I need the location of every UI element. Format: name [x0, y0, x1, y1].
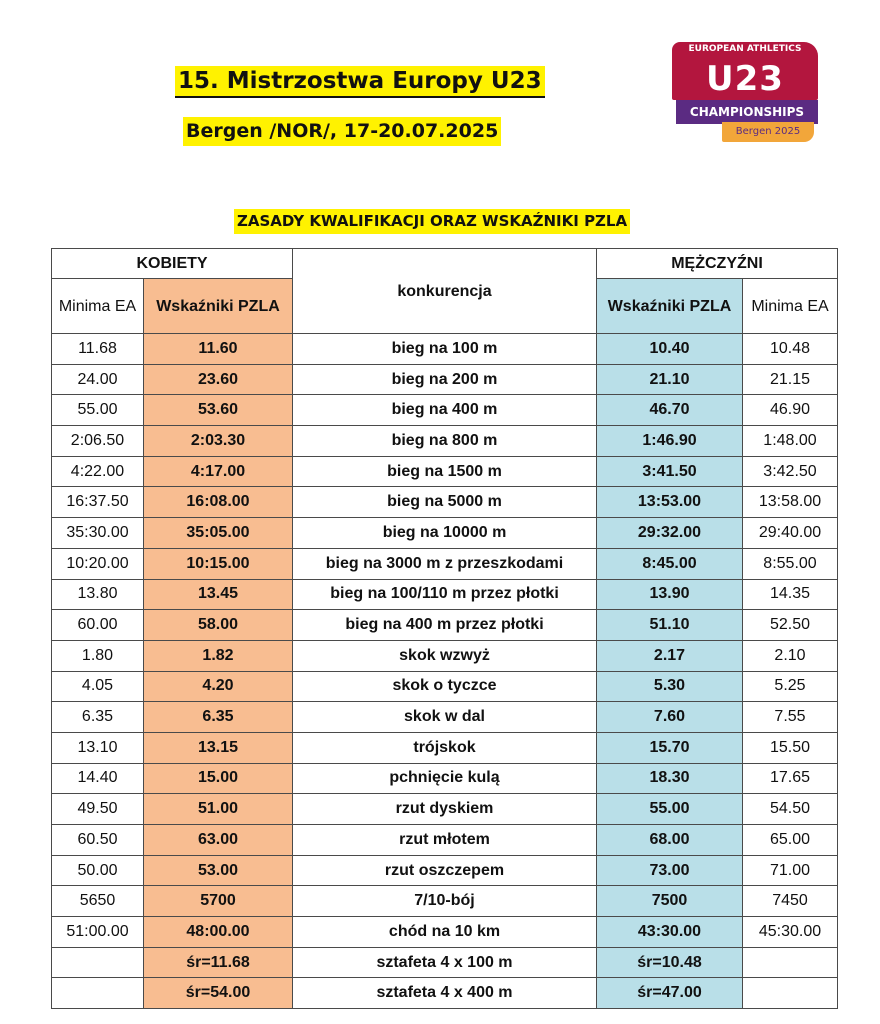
- men-minima-ea-cell: 15.50: [743, 732, 838, 763]
- men-pzla-cell: śr=10.48: [597, 947, 743, 978]
- women-pzla-cell: 4:17.00: [144, 456, 293, 487]
- table-row: [52, 825, 838, 856]
- men-minima-ea-cell: 21.15: [743, 364, 838, 395]
- women-pzla-cell: 2:03.30: [144, 426, 293, 457]
- women-minima-ea-cell: 13.10: [52, 732, 144, 763]
- men-minima-ea-cell: [743, 947, 838, 978]
- event-location-dates: Bergen /NOR/, 17-20.07.2025: [183, 117, 501, 146]
- women-pzla-cell: 1.82: [144, 640, 293, 671]
- event-name-cell: bieg na 400 m przez płotki: [293, 610, 597, 641]
- men-pzla-cell: 3:41.50: [597, 456, 743, 487]
- men-minima-ea-cell: 45:30.00: [743, 917, 838, 948]
- men-minima-ea-cell: 14.35: [743, 579, 838, 610]
- table-row: [52, 487, 838, 518]
- men-pzla-cell: 10.40: [597, 334, 743, 365]
- men-pzla-cell: 18.30: [597, 763, 743, 794]
- women-pzla-cell: 13.15: [144, 732, 293, 763]
- men-pzla-cell: 21.10: [597, 364, 743, 395]
- event-name-cell: chód na 10 km: [293, 917, 597, 948]
- event-name-cell: skok w dal: [293, 702, 597, 733]
- women-minima-ea-cell: 51:00.00: [52, 917, 144, 948]
- men-minima-ea-cell: 54.50: [743, 794, 838, 825]
- men-minima-ea-cell: 7450: [743, 886, 838, 917]
- women-minima-ea-cell: 6.35: [52, 702, 144, 733]
- women-minima-ea-cell: [52, 947, 144, 978]
- women-minima-ea-cell: 14.40: [52, 763, 144, 794]
- men-minima-ea-cell: 65.00: [743, 825, 838, 856]
- women-minima-ea-cell: 16:37.50: [52, 487, 144, 518]
- men-pzla-cell: 7500: [597, 886, 743, 917]
- men-minima-ea-cell: 1:48.00: [743, 426, 838, 457]
- women-pzla-cell: 48:00.00: [144, 917, 293, 948]
- men-pzla-header: Wskaźniki PZLA: [597, 279, 743, 334]
- women-pzla-header: Wskaźniki PZLA: [144, 279, 293, 334]
- women-minima-ea-cell: 24.00: [52, 364, 144, 395]
- table-row: [52, 456, 838, 487]
- women-pzla-cell: śr=11.68: [144, 947, 293, 978]
- men-pzla-cell: 15.70: [597, 732, 743, 763]
- men-minima-ea-cell: 2.10: [743, 640, 838, 671]
- men-minima-header: Minima EA: [743, 279, 838, 334]
- table-row: [52, 671, 838, 702]
- event-name-cell: sztafeta 4 x 100 m: [293, 947, 597, 978]
- event-name-cell: pchnięcie kulą: [293, 763, 597, 794]
- event-name-cell: sztafeta 4 x 400 m: [293, 978, 597, 1009]
- table-row: [52, 395, 838, 426]
- women-pzla-cell: 35:05.00: [144, 518, 293, 549]
- women-minima-ea-cell: 4:22.00: [52, 456, 144, 487]
- event-name-cell: bieg na 5000 m: [293, 487, 597, 518]
- women-pzla-cell: 51.00: [144, 794, 293, 825]
- table-row: [52, 640, 838, 671]
- event-name-cell: rzut oszczepem: [293, 855, 597, 886]
- women-pzla-cell: 10:15.00: [144, 548, 293, 579]
- event-name-cell: rzut dyskiem: [293, 794, 597, 825]
- women-pzla-cell: 53.60: [144, 395, 293, 426]
- event-column-header: konkurencja: [293, 249, 597, 334]
- event-name-cell: bieg na 100 m: [293, 334, 597, 365]
- event-name-cell: trójskok: [293, 732, 597, 763]
- women-minima-ea-cell: 11.68: [52, 334, 144, 365]
- event-name-cell: bieg na 1500 m: [293, 456, 597, 487]
- table-row: [52, 579, 838, 610]
- table-row: [52, 794, 838, 825]
- event-name-cell: bieg na 100/110 m przez płotki: [293, 579, 597, 610]
- men-minima-ea-cell: 13:58.00: [743, 487, 838, 518]
- table-row: [52, 917, 838, 948]
- event-name-cell: bieg na 200 m: [293, 364, 597, 395]
- table-row: [52, 364, 838, 395]
- men-pzla-cell: 43:30.00: [597, 917, 743, 948]
- women-pzla-cell: śr=54.00: [144, 978, 293, 1009]
- event-name-cell: bieg na 10000 m: [293, 518, 597, 549]
- men-pzla-cell: 13.90: [597, 579, 743, 610]
- men-minima-ea-cell: 5.25: [743, 671, 838, 702]
- women-minima-ea-cell: [52, 978, 144, 1009]
- table-row: [52, 886, 838, 917]
- women-minima-ea-cell: 13.80: [52, 579, 144, 610]
- women-minima-ea-cell: 60.00: [52, 610, 144, 641]
- women-pzla-cell: 13.45: [144, 579, 293, 610]
- men-minima-ea-cell: 29:40.00: [743, 518, 838, 549]
- table-row: [52, 702, 838, 733]
- women-pzla-cell: 63.00: [144, 825, 293, 856]
- men-minima-ea-cell: 46.90: [743, 395, 838, 426]
- women-minima-ea-cell: 35:30.00: [52, 518, 144, 549]
- event-name-cell: skok wzwyż: [293, 640, 597, 671]
- women-pzla-cell: 15.00: [144, 763, 293, 794]
- women-pzla-cell: 58.00: [144, 610, 293, 641]
- table-row: [52, 518, 838, 549]
- table-row: [52, 334, 838, 365]
- men-pzla-cell: 8:45.00: [597, 548, 743, 579]
- men-minima-ea-cell: [743, 978, 838, 1009]
- men-group-header: MĘŻCZYŹNI: [597, 249, 838, 279]
- women-group-header: KOBIETY: [52, 249, 293, 279]
- table-row: [52, 763, 838, 794]
- men-pzla-cell: 68.00: [597, 825, 743, 856]
- women-minima-ea-cell: 1.80: [52, 640, 144, 671]
- men-pzla-cell: 46.70: [597, 395, 743, 426]
- women-pzla-cell: 23.60: [144, 364, 293, 395]
- women-minima-ea-cell: 60.50: [52, 825, 144, 856]
- table-row: [52, 978, 838, 1009]
- event-name-cell: bieg na 400 m: [293, 395, 597, 426]
- women-minima-header: Minima EA: [52, 279, 144, 334]
- event-name-cell: bieg na 800 m: [293, 426, 597, 457]
- men-minima-ea-cell: 7.55: [743, 702, 838, 733]
- women-pzla-cell: 4.20: [144, 671, 293, 702]
- women-pzla-cell: 11.60: [144, 334, 293, 365]
- u23-championships-logo: [672, 42, 818, 142]
- men-pzla-cell: 2.17: [597, 640, 743, 671]
- men-pzla-cell: 13:53.00: [597, 487, 743, 518]
- men-minima-ea-cell: 52.50: [743, 610, 838, 641]
- men-pzla-cell: 73.00: [597, 855, 743, 886]
- women-minima-ea-cell: 55.00: [52, 395, 144, 426]
- men-pzla-cell: 55.00: [597, 794, 743, 825]
- men-minima-ea-cell: 3:42.50: [743, 456, 838, 487]
- men-minima-ea-cell: 71.00: [743, 855, 838, 886]
- event-name-cell: 7/10-bój: [293, 886, 597, 917]
- table-row: [52, 426, 838, 457]
- women-minima-ea-cell: 5650: [52, 886, 144, 917]
- women-pzla-cell: 16:08.00: [144, 487, 293, 518]
- event-name-cell: bieg na 3000 m z przeszkodami: [293, 548, 597, 579]
- women-pzla-cell: 53.00: [144, 855, 293, 886]
- men-pzla-cell: 51.10: [597, 610, 743, 641]
- women-minima-ea-cell: 2:06.50: [52, 426, 144, 457]
- women-minima-ea-cell: 4.05: [52, 671, 144, 702]
- men-pzla-cell: śr=47.00: [597, 978, 743, 1009]
- table-row: [52, 732, 838, 763]
- women-pzla-cell: 6.35: [144, 702, 293, 733]
- women-minima-ea-cell: 50.00: [52, 855, 144, 886]
- men-minima-ea-cell: 17.65: [743, 763, 838, 794]
- men-minima-ea-cell: 10.48: [743, 334, 838, 365]
- men-pzla-cell: 5.30: [597, 671, 743, 702]
- men-minima-ea-cell: 8:55.00: [743, 548, 838, 579]
- men-pzla-cell: 7.60: [597, 702, 743, 733]
- section-subtitle: ZASADY KWALIFIKACJI ORAZ WSKAŹNIKI PZLA: [234, 209, 630, 234]
- logo-championships: CHAMPIONSHIPS: [689, 105, 805, 119]
- table-row: [52, 855, 838, 886]
- women-minima-ea-cell: 49.50: [52, 794, 144, 825]
- men-pzla-cell: 1:46.90: [597, 426, 743, 457]
- men-pzla-cell: 29:32.00: [597, 518, 743, 549]
- qualification-table: [51, 248, 838, 1009]
- logo-city: Bergen 2025: [735, 126, 801, 137]
- table-row: [52, 610, 838, 641]
- women-minima-ea-cell: 10:20.00: [52, 548, 144, 579]
- women-pzla-cell: 5700: [144, 886, 293, 917]
- table-row: [52, 548, 838, 579]
- event-name-cell: rzut młotem: [293, 825, 597, 856]
- table-row: [52, 947, 838, 978]
- logo-european-athletics: EUROPEAN ATHLETICS: [688, 44, 802, 54]
- logo-u23: U23: [706, 59, 784, 99]
- event-name-cell: skok o tyczce: [293, 671, 597, 702]
- document-title: 15. Mistrzostwa Europy U23: [175, 66, 545, 98]
